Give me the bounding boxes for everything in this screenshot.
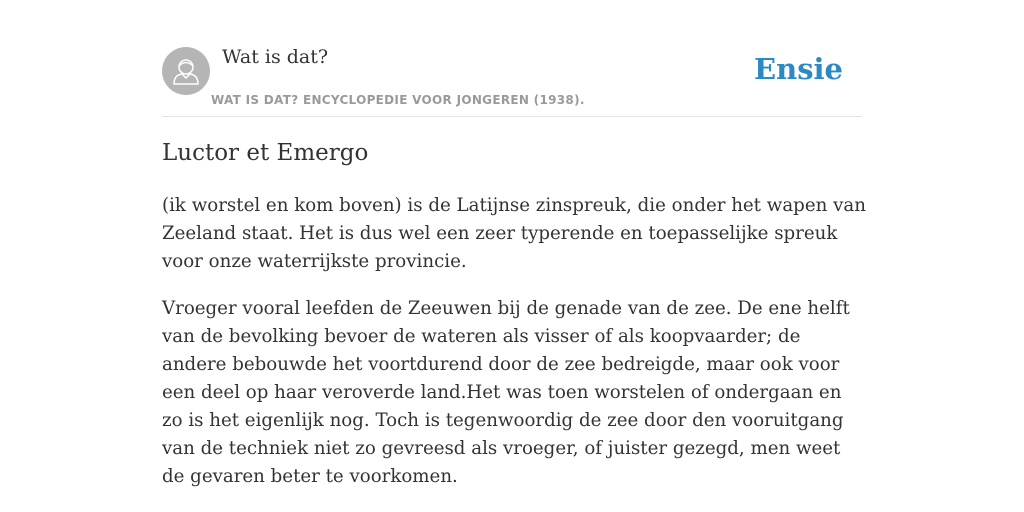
page-container xyxy=(162,0,866,487)
user-outline-icon xyxy=(162,47,210,95)
entry-paragraph-1: (ik worstel en kom boven) is de Latijnse zinspreuk, die onder het wapen van Zeeland staat. Het is dus wel een zeer typerende en toepasselijke spreuk voor onze waterrijkste provincie. xyxy=(162,195,866,272)
ensie-logo[interactable]: Ensie xyxy=(754,52,843,86)
entry-title: Luctor et Emergo xyxy=(162,140,369,166)
source-title[interactable]: Wat is dat? xyxy=(222,46,329,68)
avatar[interactable] xyxy=(162,47,210,95)
source-subtitle[interactable]: WAT IS DAT? ENCYCLOPEDIE VOOR JONGEREN (1938). xyxy=(211,93,585,107)
entry-paragraph-2: Vroeger vooral leefden de Zeeuwen bij de genade van de zee. De ene helft van de bevolking bevoer de wateren als visser of als koopvaarder; de andere bebouwde het voortdurend door de zee bedreigde, maar ook voor een deel op haar veroverde land.Het was toen worstelen of ondergaan en zo is het eigenlijk nog. Toch is tegenwoordig de zee door den vooruitgang van de techniek niet zo gevreesd als vroeger, of juister gezegd, men weet de gevaren beter te voorkomen. xyxy=(162,298,850,487)
entry-header xyxy=(162,0,862,117)
